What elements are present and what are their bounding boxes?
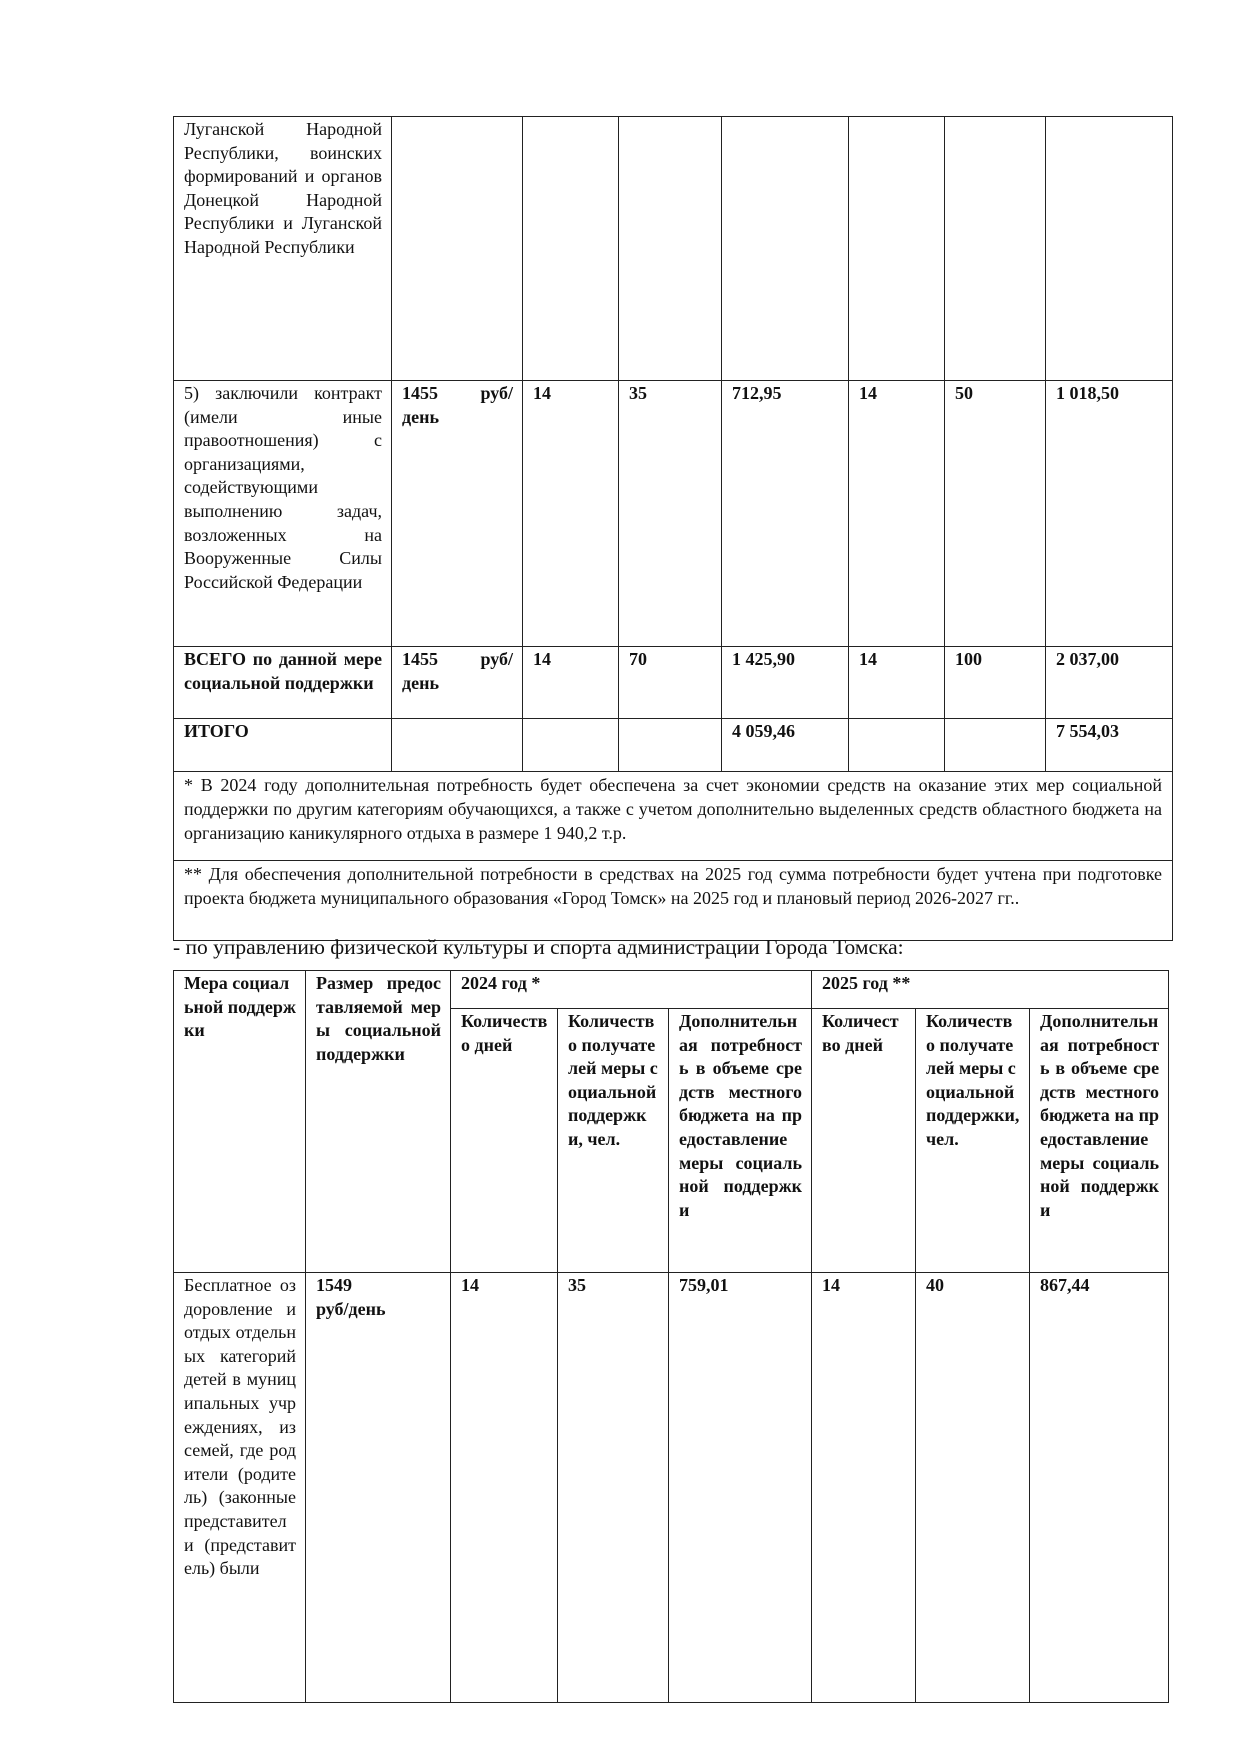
recipients-2025-cell: 100: [945, 647, 1046, 719]
table-row: [174, 1273, 1169, 1703]
need-2024-cell: 1 425,90: [722, 647, 849, 719]
table-row: [174, 117, 1173, 381]
table-row-subtotal: [174, 647, 1173, 719]
recipients-2025-cell: 40: [916, 1273, 1030, 1703]
days-2024-cell: 14: [523, 381, 619, 647]
recipients-2024-cell: 35: [619, 381, 722, 647]
budget-table-continued: [173, 116, 1173, 941]
need-2024-cell: 712,95: [722, 381, 849, 647]
need-2025-cell: 2 037,00: [1046, 647, 1173, 719]
size-cell: 1549 руб/день: [306, 1273, 451, 1703]
header-year-2025: 2025 год **: [812, 971, 1169, 1009]
total-need-2024: 4 059,46: [722, 719, 849, 772]
total-label: ИТОГО: [174, 719, 392, 772]
days-2025-cell: 14: [849, 647, 945, 719]
measure-cell: 5) заключили контракт (имели иные правоотношения) с организациями, содействующими выполнению задач, возложенных на Вооруженные Силы Российской Федерации: [174, 381, 392, 647]
size-cell: 1455 руб/ день: [392, 647, 523, 719]
header-need-2024: Дополнительная потребность в объеме средств местного бюджета на предоставление меры социальной поддержки: [669, 1009, 812, 1273]
recipients-2025-cell: 50: [945, 381, 1046, 647]
header-year-2024: 2024 год *: [451, 971, 812, 1009]
need-2025-cell: 1 018,50: [1046, 381, 1173, 647]
header-size: Размер предоставляемой меры социальной поддержки: [306, 971, 451, 1273]
total-need-2025: 7 554,03: [1046, 719, 1173, 772]
header-need-2025: Дополнительная потребность в объеме средств местного бюджета на предоставление меры социальной поддержки: [1030, 1009, 1169, 1273]
table-row-total: [174, 719, 1173, 772]
need-2025-cell: 867,44: [1030, 1273, 1169, 1703]
days-2025-cell: 14: [812, 1273, 916, 1703]
footnote-row: [174, 861, 1173, 941]
recipients-2024-cell: 70: [619, 647, 722, 719]
measure-cell: ВСЕГО по данной мере социальной поддержки: [174, 647, 392, 719]
table-row: [174, 381, 1173, 647]
header-days-2025: Количество дней: [812, 1009, 916, 1273]
size-cell: 1455 руб/ день: [392, 381, 523, 647]
measure-cell: Луганской Народной Республики, воинских формирований и органов Донецкой Народной Республики и Луганской Народной Республики: [174, 117, 392, 381]
header-row: [174, 971, 1169, 1009]
header-recipients-2025: Количество получателей меры социальной поддержки, чел.: [916, 1009, 1030, 1273]
days-2025-cell: 14: [849, 381, 945, 647]
days-2024-cell: 14: [523, 647, 619, 719]
need-2024-cell: 759,01: [669, 1273, 812, 1703]
section-heading: - по управлению физической культуры и спорта администрации Города Томска:: [173, 935, 904, 959]
footnote-2025: ** Для обеспечения дополнительной потребности в средствах на 2025 год сумма потребности будет учтена при подготовке проекта бюджета муниципального образования «Город Томск» на 2025 год и плановый период 2026-2027 гг..: [174, 861, 1173, 941]
footnote-row: [174, 772, 1173, 861]
footnote-2024: * В 2024 году дополнительная потребность будет обеспечена за счет экономии средств на оказание этих мер социальной поддержки по другим категориям обучающихся, а также с учетом дополнительно выделенных средств областного бюджета на организацию каникулярного отдыха в размере 1 940,2 т.р.: [174, 772, 1173, 861]
days-2024-cell: 14: [451, 1273, 558, 1703]
measure-cell: Бесплатное оздоровление и отдых отдельных категорий детей в муниципальных учреждениях, из семей, где родители (родитель) (законные представители (представитель) были: [174, 1273, 306, 1703]
recipients-2024-cell: 35: [558, 1273, 669, 1703]
header-days-2024: Количество дней: [451, 1009, 558, 1273]
header-measure: Мера социальной поддержки: [174, 971, 306, 1273]
header-recipients-2024: Количество получателей меры социальной поддержки, чел.: [558, 1009, 669, 1273]
sports-department-table: [173, 970, 1169, 1703]
